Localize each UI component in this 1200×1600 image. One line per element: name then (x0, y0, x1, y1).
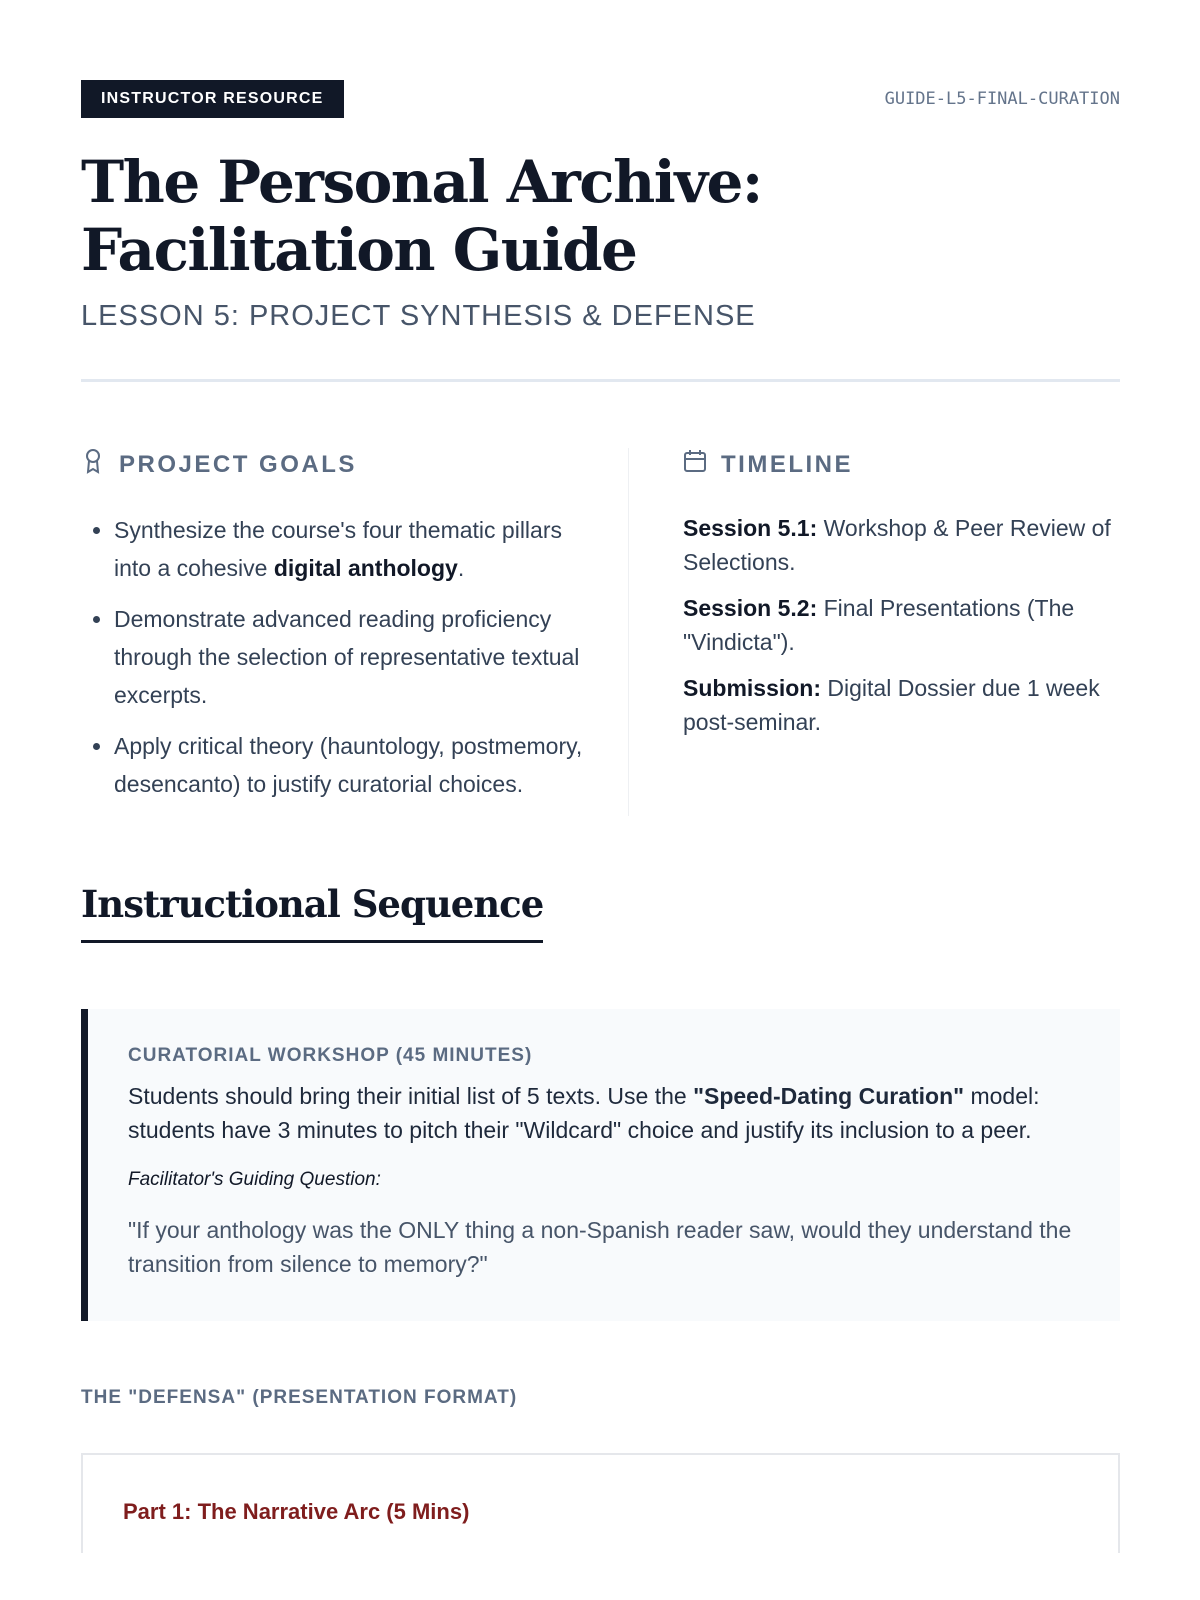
divider (81, 379, 1120, 382)
guiding-question: "If your anthology was the ONLY thing a non-Spanish reader saw, would they understand the transition from silence to memory?" (128, 1217, 1072, 1277)
page-title: The Personal Archive: Facilitation Guide (81, 148, 762, 284)
award-icon (81, 448, 105, 481)
workshop-label: CURATORIAL WORKSHOP (45 MINUTES) (128, 1045, 533, 1066)
goals-heading: PROJECT GOALS (119, 450, 357, 478)
workshop-callout (81, 1009, 1120, 1321)
project-goals-section (81, 448, 629, 816)
defensa-label: THE "DEFENSA" (PRESENTATION FORMAT) (81, 1387, 518, 1408)
part-title: Part 1: The Narrative Arc (5 Mins) (123, 1499, 470, 1524)
timeline-item: Session 5.2: Final Presentations (The "Vindicta"). (683, 595, 1075, 655)
timeline-section (629, 448, 1120, 816)
calendar-icon (683, 448, 707, 481)
goal-item: • Apply critical theory (hauntology, postmemory, desencanto) to justify curatorial choices. (114, 727, 588, 803)
timeline-heading: TIMELINE (721, 450, 853, 478)
resource-badge: INSTRUCTOR RESOURCE (81, 80, 344, 118)
guiding-question-label: Facilitator's Guiding Question: (128, 1169, 381, 1190)
timeline-item: Submission: Digital Dossier due 1 week post-seminar. (683, 675, 1100, 735)
guide-code: GUIDE-L5-FINAL-CURATION (884, 89, 1120, 109)
section-heading: Instructional Sequence (81, 882, 543, 943)
lesson-subtitle: LESSON 5: PROJECT SYNTHESIS & DEFENSE (81, 300, 756, 332)
goal-item: • Demonstrate advanced reading proficiency through the selection of representative textual excerpts. (114, 600, 588, 714)
timeline-item: Session 5.1: Workshop & Peer Review of Selections. (683, 515, 1111, 575)
defensa-card (81, 1453, 1120, 1553)
goal-item: • Synthesize the course's four thematic pillars into a cohesive digital anthology. (114, 511, 588, 587)
workshop-text: Students should bring their initial list of 5 texts. Use the "Speed-Dating Curation" model: students have 3 minutes to pitch their "Wildcard" choice and justify its inclusion to a peer. (128, 1083, 1040, 1143)
